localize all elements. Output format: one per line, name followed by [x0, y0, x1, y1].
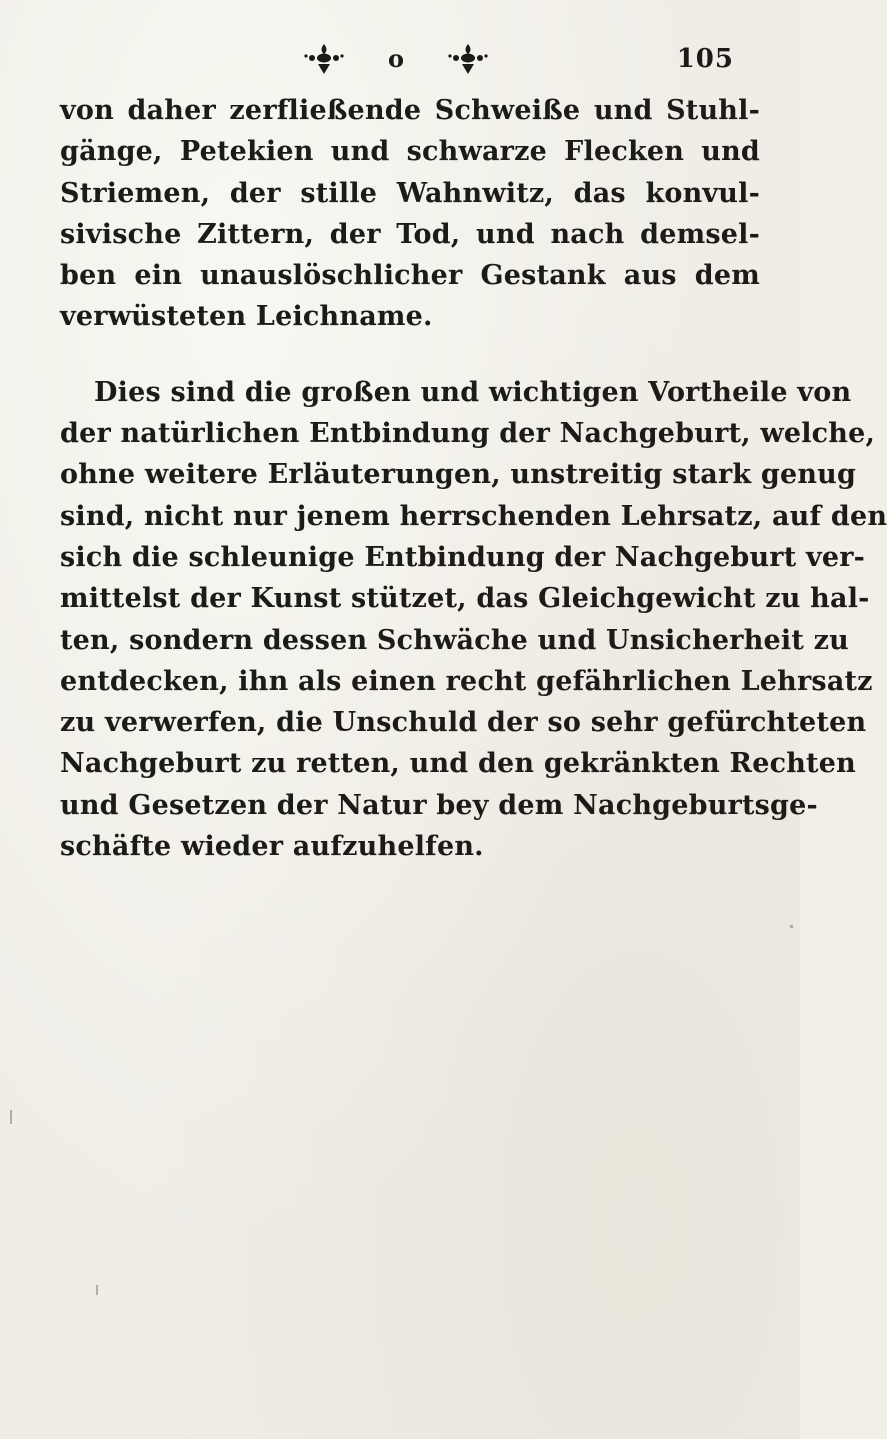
- text-line: von daher zerfließende Schweiße und Stuhl-: [60, 95, 760, 126]
- paper-speck: [96, 1285, 98, 1295]
- text-line: der natürlichen Entbindung der Nachgeburt, welche,: [60, 418, 876, 450]
- paragraph-2: [60, 372, 887, 868]
- text-line: mittelst der Kunst stützet, das Gleichgewicht zu hal-: [60, 583, 870, 615]
- paper-speck: [790, 925, 793, 928]
- body-text: [60, 90, 887, 867]
- page-header: [0, 38, 800, 88]
- text-line: ohne weitere Erläuterungen, unstreitig stark genug: [60, 459, 857, 491]
- text-line: Nachgeburt zu retten, und den gekränkten Rechten: [60, 748, 856, 780]
- text-line: Striemen, der stille Wahnwitz, das konvul-: [60, 177, 760, 209]
- ornament-center-glyph: o: [387, 44, 405, 73]
- text-line: zu verwerfen, die Unschuld der so sehr gefürchteten: [60, 707, 867, 739]
- text-line: entdecken, ihn als einen recht gefährlichen Lehrsatz: [60, 665, 873, 697]
- ornament-icon: [286, 40, 506, 80]
- text-line: sivische Zittern, der Tod, und nach demsel-: [60, 218, 760, 250]
- page-number: 105: [676, 44, 734, 74]
- text-line: sich die schleunige Entbindung der Nachgeburt ver-: [60, 541, 866, 573]
- text-line: verwüsteten Leichname.: [60, 301, 433, 333]
- text-line: schäfte wieder aufzuhelfen.: [60, 831, 484, 863]
- text-line: ben ein unauslöschlicher Gestank aus dem: [60, 260, 760, 292]
- text-line: Dies sind die großen und wichtigen Vortheile von: [94, 376, 852, 408]
- paragraph-gap: [60, 338, 760, 372]
- text-line: und Gesetzen der Natur bey dem Nachgeburtsge-: [60, 789, 818, 821]
- text-line: sind, nicht nur jenem herrschenden Lehrsatz, auf den: [60, 500, 887, 532]
- paper-speck: [10, 1110, 12, 1124]
- paragraph-1: [60, 90, 760, 338]
- text-line: ten, sondern dessen Schwäche und Unsicherheit zu: [60, 624, 850, 656]
- text-line: gänge, Petekien und schwarze Flecken und: [60, 136, 760, 168]
